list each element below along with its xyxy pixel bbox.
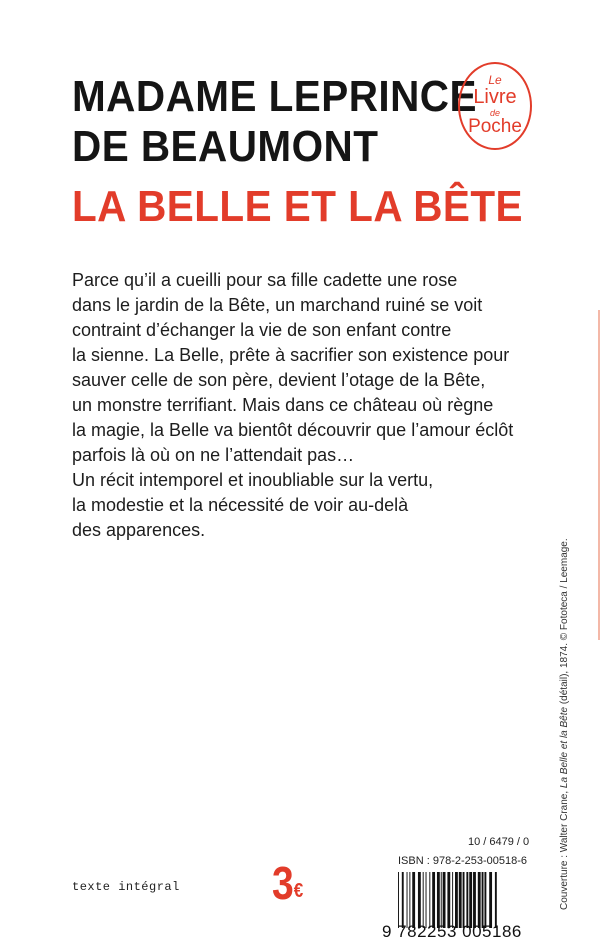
barcode-bar: [412, 872, 415, 928]
price: [272, 858, 303, 908]
barcode-bar: [469, 872, 472, 928]
barcode-digits: 9 782253 005186: [382, 922, 522, 941]
isbn: ISBN : 978-2-253-00518-6: [398, 855, 528, 867]
barcode-bar: [447, 872, 450, 928]
barcode-bar: [482, 872, 484, 928]
blurb-line: parfois là où on ne l’attendait pas…: [72, 445, 355, 465]
blurb-line: Parce qu’il a cueilli pour sa fille cadette une rose: [72, 270, 458, 290]
cover-credit: [558, 538, 572, 910]
logo-livre: Livre: [473, 86, 517, 108]
blurb-line: un monstre terrifiant. Mais dans ce château où règne: [72, 395, 494, 415]
logo-de: de: [489, 108, 500, 118]
back-cover-blurb: [72, 268, 542, 543]
blurb-line: la sienne. La Belle, prête à sacrifier son existence pour: [72, 345, 510, 365]
edition-label: texte intégral: [72, 880, 180, 894]
barcode-bar: [443, 872, 446, 928]
barcode-bar: [452, 872, 453, 928]
barcode-bar: [441, 872, 442, 928]
barcode-bar: [426, 872, 427, 928]
barcode-bar: [407, 872, 408, 928]
barcode-bar: [484, 872, 486, 928]
blurb-line: Un récit intemporel et inoubliable sur la vertu,: [72, 470, 434, 490]
barcode-bar: [402, 872, 404, 928]
credit-artwork: La Belle et la Bête: [559, 706, 570, 789]
blurb-line: des apparences.: [72, 520, 206, 540]
logo-poche: Poche: [468, 116, 522, 137]
price-amount: 3: [272, 857, 294, 909]
barcode-bar: [495, 872, 497, 928]
barcode-bar: [423, 872, 424, 928]
barcode-bar: [398, 872, 399, 928]
barcode-bar: [459, 872, 462, 928]
credit-prefix: Couverture : Walter Crane,: [559, 788, 570, 910]
barcode-bar: [409, 872, 410, 928]
livre-de-poche-logo: [458, 62, 532, 150]
barcode-bar: [489, 872, 492, 928]
author-line-1: MADAME LEPRINCE: [72, 72, 477, 121]
blurb-line: la magie, la Belle va bientôt découvrir que l’amour éclôt: [72, 420, 514, 440]
book-title: LA BELLE ET LA BÊTE: [72, 182, 524, 231]
barcode-bar: [429, 872, 430, 928]
barcode-bar: [437, 872, 440, 928]
barcode: [396, 872, 540, 928]
blurb-line: sauver celle de son père, devient l’otage de la Bête,: [72, 370, 486, 390]
blurb-line: dans le jardin de la Bête, un marchand ruiné se voit: [72, 295, 483, 315]
price-currency: €: [293, 880, 304, 902]
author-name: [72, 72, 477, 172]
author-line-2: DE BEAUMONT: [72, 122, 379, 171]
barcode-bar: [432, 872, 435, 928]
logo-le: Le: [488, 73, 502, 87]
barcode-bar: [478, 872, 481, 928]
blurb-line: la modestie et la nécessité de voir au-delà: [72, 495, 409, 515]
barcode-bar: [455, 872, 458, 928]
barcode-bar: [473, 872, 476, 928]
barcode-bar: [466, 872, 468, 928]
catalog-code: 10 / 6479 / 0: [468, 836, 530, 848]
barcode-bar: [418, 872, 421, 928]
barcode-bar: [463, 872, 465, 928]
credit-suffix: (détail), 1874. © Fototeca / Leemage.: [559, 538, 570, 707]
blurb-line: contraint d’échanger la vie de son enfant contre: [72, 320, 452, 340]
